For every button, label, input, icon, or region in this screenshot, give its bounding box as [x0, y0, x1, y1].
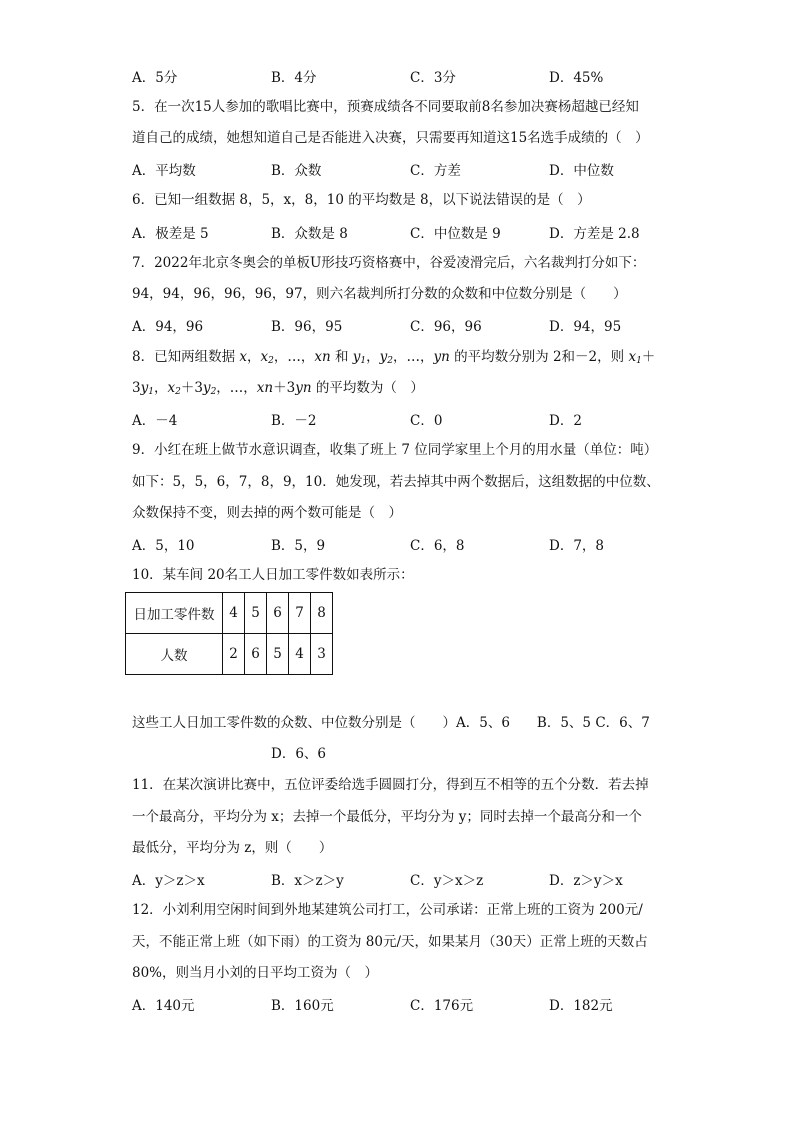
q8-option-d: D．2: [549, 413, 582, 429]
q5-option-d: D．中位数: [549, 163, 614, 179]
table-cell: 4: [289, 634, 311, 675]
q6-option-c: C．中位数是 9: [410, 226, 501, 242]
q5-options: [132, 159, 692, 179]
q11-line3: 最低分，平均分为 z，则（ ）: [132, 840, 333, 856]
table-cell: 6: [267, 593, 289, 634]
q8-option-b: B．－2: [271, 413, 317, 429]
q10-line1: 10．某车间 20名工人日加工零件数如表所示：: [132, 567, 414, 583]
q7-line2: 94，94，96，96，96，97，则六名裁判所打分数的众数和中位数分别是（ ）: [132, 286, 627, 302]
q8-options: [132, 409, 692, 429]
q7-option-a: A．94，96: [132, 319, 204, 335]
q4-option-b: B．4分: [271, 70, 317, 86]
q8-formula-start: $x_1+$: [628, 349, 656, 366]
q6-option-b: B．众数是 8: [271, 226, 348, 242]
q9-option-c: C．6，8: [410, 538, 465, 554]
q7-option-d: D．94，95: [549, 319, 622, 335]
q9-options: [132, 534, 692, 554]
q12-line3: 80%，则当月小刘的日平均工资为（ ）: [132, 965, 379, 981]
q8-formula-sum: $3y_1$，$x_2+3y_2$，…，xn＋3yn: [132, 380, 312, 397]
q11-line1: 11．在某次演讲比赛中，五位评委给选手圆圆打分，得到互不相等的五个分数．若去掉: [132, 777, 649, 793]
q8-option-a: A．－4: [132, 413, 178, 429]
q11-option-a: A．y＞z＞x: [132, 873, 205, 889]
q6-option-a: A．极差是 5: [132, 226, 209, 242]
q11-option-d: D．z＞y＞x: [549, 873, 623, 889]
q12-line2: 天，不能正常上班（如下雨）的工资为 80元/天，如果某月（30天）正常上班的天数占: [132, 934, 648, 950]
table-cell: 5: [245, 593, 267, 634]
q5-option-b: B．众数: [271, 163, 322, 179]
table-cell: 6: [245, 634, 267, 675]
q12-option-a: A．140元: [132, 998, 195, 1014]
q9-option-b: B．5，9: [271, 538, 326, 554]
q4-options: [132, 66, 692, 86]
q12-option-d: D．182元: [549, 998, 613, 1014]
q10-line2: 这些工人日加工零件数的众数、中位数分别是（ ）A．5、6 B．5、5 C．6、7: [132, 715, 650, 731]
q11-option-c: C．y＞x＞z: [410, 873, 484, 889]
q12-option-b: B．160元: [271, 998, 334, 1014]
q5-line1: 5．在一次15人参加的歌唱比赛中，预赛成绩各不同要取前8名参加决赛杨超越已经知: [132, 99, 639, 115]
q10-table: [125, 592, 333, 675]
q8-line2-text: 的平均数为（ ）: [315, 380, 424, 396]
q5-option-c: C．方差: [410, 163, 461, 179]
q7-option-c: C．96，96: [410, 319, 482, 335]
q8-option-c: C．0: [410, 413, 443, 429]
table-cell: 8: [311, 593, 333, 634]
table-cell: 3: [311, 634, 333, 675]
table-row: [126, 634, 333, 675]
q9-line1: 9．小红在班上做节水意识调查，收集了班上 7 位同学家里上个月的用水量（单位：吨）: [132, 442, 658, 458]
q7-line1: 7．2022年北京冬奥会的单板U形技巧资格赛中，谷爱凌滑完后，六名裁判打分如下：: [132, 255, 646, 271]
q9-line2: 如下：5，5，6，7，8，9，10．她发现，若去掉其中两个数据后，这组数据的中位数、: [132, 474, 660, 490]
table-row: [126, 593, 333, 634]
q11-line2: 一个最高分，平均分为 x；去掉一个最低分，平均分为 y；同时去掉一个最高分和一个: [132, 809, 642, 825]
q10-line3: D．6、6: [271, 746, 327, 762]
table-cell: 5: [267, 634, 289, 675]
q11-option-b: B．x＞z＞y: [271, 873, 344, 889]
q6-option-d: D．方差是 2.8: [549, 226, 640, 242]
q10-header-people: 人数: [126, 634, 223, 675]
q8-line2: [132, 378, 672, 398]
q4-option-c: C．3分: [410, 70, 456, 86]
q8-formula-sets: x，$x_2$，…，xn 和 $y_1$，$y_2$，…，yn: [239, 349, 450, 366]
table-cell: 2: [223, 634, 245, 675]
q9-line3: 众数保持不变，则去掉的两个数可能是（ ）: [132, 505, 402, 521]
q12-line1: 12．小刘利用空闲时间到外地某建筑公司打工，公司承诺：正常上班的工资为 200元/: [132, 902, 643, 918]
q8-line1-suffix: 的平均数分别为 2和－2，则: [454, 349, 625, 365]
q12-option-c: C．176元: [410, 998, 474, 1014]
q7-options: [132, 315, 692, 335]
q5-line2: 道自己的成绩，她想知道自己是否能进入决赛，只需要再知道这15名选手成绩的（ ）: [132, 130, 649, 146]
q4-option-d: D．45%: [549, 70, 604, 86]
table-cell: 7: [289, 593, 311, 634]
q7-option-b: B．96，95: [271, 319, 343, 335]
q8-line1-prefix: 8．已知两组数据: [132, 349, 240, 365]
q5-option-a: A．平均数: [132, 163, 196, 179]
q10-header-parts: 日加工零件数: [126, 593, 223, 634]
table-cell: 4: [223, 593, 245, 634]
q12-options: [132, 994, 692, 1014]
q6-line1: 6．已知一组数据 8，5，x，8，10 的平均数是 8，以下说法错误的是（ ）: [132, 192, 591, 208]
q11-options: [132, 869, 692, 889]
q9-option-a: A．5，10: [132, 538, 195, 554]
q9-option-d: D．7，8: [549, 538, 605, 554]
q4-option-a: A．5分: [132, 70, 178, 86]
q8-line1: [132, 347, 672, 367]
q6-options: [132, 222, 692, 242]
